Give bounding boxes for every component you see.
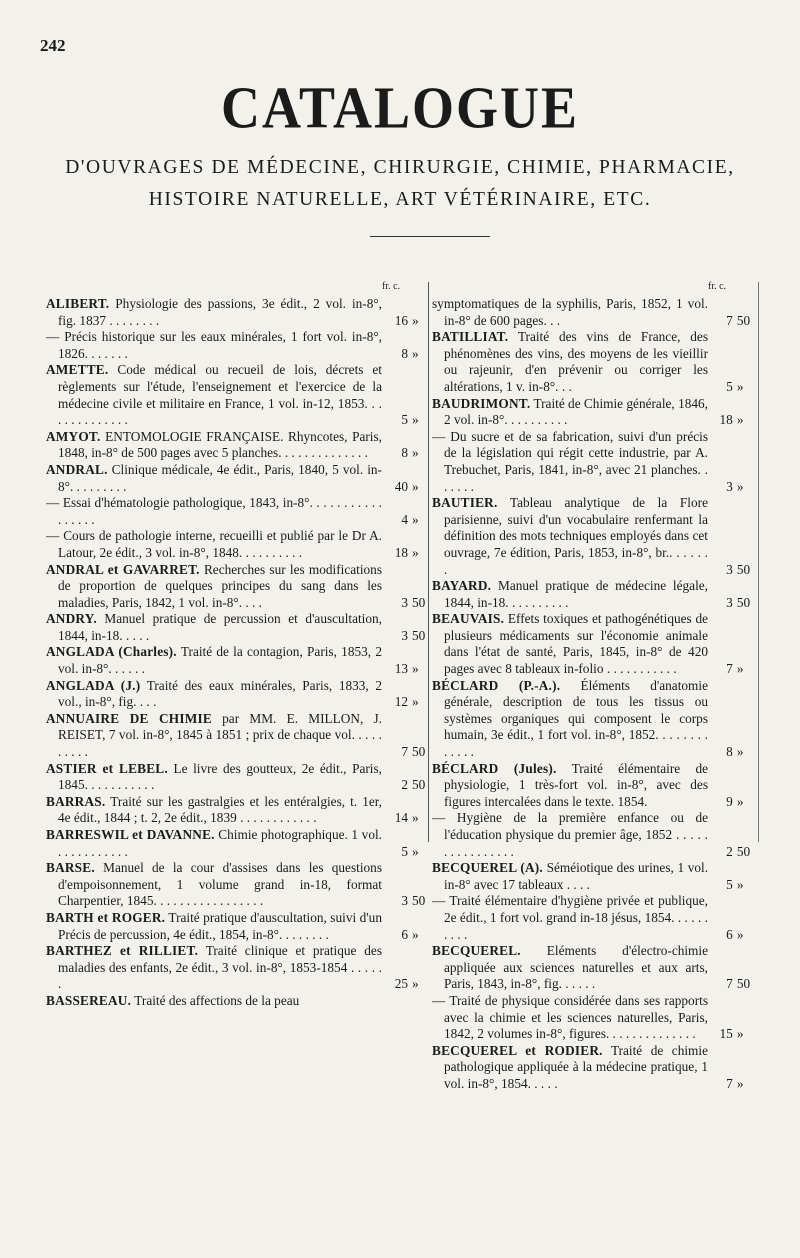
catalogue-entry xyxy=(432,860,754,893)
title-rule xyxy=(370,236,490,237)
price-francs: 7 xyxy=(726,1075,733,1091)
entry-text-block xyxy=(432,810,708,860)
entry-author: BATILLIAT. xyxy=(432,329,509,345)
catalogue-entry xyxy=(432,943,754,993)
entry-price xyxy=(382,445,430,462)
entry-price xyxy=(708,661,754,678)
entry-text-block xyxy=(46,711,382,761)
price-centimes: » xyxy=(412,412,419,428)
entry-text-block xyxy=(46,362,382,428)
right-price-rule xyxy=(758,282,759,842)
entry-author: AMETTE. xyxy=(46,362,109,378)
catalogue-entry xyxy=(46,860,430,910)
price-francs: 5 xyxy=(726,378,733,394)
entry-text-block xyxy=(46,562,382,612)
entry-description: Manuel de la cour d'assises dans les questions d'empoisonnement, 1 volume grand in-18, format Charpentier, 1845. . . . . . . . . . . . . . . . . xyxy=(58,860,382,909)
entry-description: Éléments d'anatomie générale, description de tous les tissus ou systèmes organiques qui composent le corps humain, 3e édit., 1 fort vol. in-8°, 1852. . . . . . . . . . . . . xyxy=(444,677,708,760)
catalogue-entry xyxy=(46,462,430,495)
catalogue-entry xyxy=(432,893,754,943)
price-centimes: 50 xyxy=(412,777,426,793)
entry-description: Traité pratique d'auscultation, suivi d'un Précis de percussion, 4e édit., 1854, in-8°. . . . . . . . xyxy=(58,909,382,942)
entry-price xyxy=(708,379,754,396)
entry-price xyxy=(382,545,430,562)
right-entry-list xyxy=(432,296,754,1093)
entry-price xyxy=(382,346,430,363)
price-francs: 3 xyxy=(401,893,408,909)
entry-text-block xyxy=(46,296,382,329)
entry-price xyxy=(382,893,430,910)
entry-text-block xyxy=(432,296,708,329)
entry-text-block xyxy=(432,1043,708,1093)
catalogue-entry xyxy=(432,429,754,495)
entry-price xyxy=(382,927,430,944)
entry-description: Traité élémentaire de physiologie, 1 très-fort vol. in-8°, avec des figures intercalées dans le texte. 1854. xyxy=(444,760,708,809)
entry-price xyxy=(708,976,754,993)
price-francs: 18 xyxy=(394,544,408,560)
price-francs: 3 xyxy=(726,594,733,610)
catalogue-entry xyxy=(432,329,754,395)
catalogue-title: CATALOGUE xyxy=(220,74,580,141)
entry-author: BECQUEREL (A). xyxy=(432,860,543,876)
entry-author: BARRAS. xyxy=(46,793,106,809)
price-centimes: 50 xyxy=(736,594,751,610)
catalogue-entry xyxy=(46,329,430,362)
price-centimes: 50 xyxy=(412,627,426,643)
entry-price xyxy=(382,661,430,678)
entry-text-block xyxy=(46,611,382,644)
entry-author: ANDRAL et GAVARRET. xyxy=(46,561,200,577)
price-centimes: » xyxy=(412,810,419,826)
entry-text-block xyxy=(432,943,708,993)
catalogue-entry xyxy=(432,495,754,578)
entry-price xyxy=(708,744,754,761)
entry-author: ASTIER et LEBEL. xyxy=(46,760,168,776)
price-francs: 5 xyxy=(401,843,408,859)
entry-text-block xyxy=(46,827,382,860)
entry-description: Traité des affections de la peau xyxy=(134,992,300,1008)
entry-price xyxy=(708,479,754,496)
catalogue-entry xyxy=(46,711,430,761)
price-francs: 16 xyxy=(394,312,408,328)
price-centimes: » xyxy=(412,445,419,461)
entry-author: ANDRY. xyxy=(46,611,97,627)
price-centimes: » xyxy=(412,511,419,527)
entry-description: — Traité de physique considérée dans ses rapports avec la chimie et les sciences naturelles, Paris, 1842, 2 volumes in-8°, figures. . . . . . . . . . . . . . xyxy=(432,992,708,1042)
price-francs: 14 xyxy=(394,810,408,826)
price-francs: 25 xyxy=(394,976,408,992)
price-francs: 8 xyxy=(401,445,408,461)
price-francs: 40 xyxy=(394,478,408,494)
entry-text-block xyxy=(46,528,382,561)
price-centimes: 50 xyxy=(736,976,751,992)
left-column xyxy=(46,282,430,1010)
price-centimes: » xyxy=(736,926,744,942)
entry-description: par MM. E. MILLON, J. REISET, 7 vol. in-8°, 1845 à 1851 ; prix de chaque vol. . . . . . . . . . xyxy=(58,710,382,760)
price-francs: 12 xyxy=(394,694,408,710)
catalogue-entry xyxy=(432,396,754,429)
price-centimes: » xyxy=(736,1075,744,1091)
column-divider xyxy=(428,282,429,842)
entry-price xyxy=(382,628,430,645)
entry-price xyxy=(382,479,430,496)
price-francs: 15 xyxy=(719,1026,733,1042)
entry-description: Manuel pratique de percussion et d'auscultation, 1844, in-18. . . . . xyxy=(58,611,382,643)
entry-text-block xyxy=(46,794,382,827)
catalogue-entry xyxy=(46,993,430,1010)
entry-description: Tableau analytique de la Flore parisienne, suivi d'un vocabulaire renfermant la définition des mots techniques employés dans cet ouvrage, 7e édition, Paris, 1853, in-8°, br.. . . . . . . xyxy=(444,495,708,577)
entry-description: Traité des vins de France, des phénomènes des vins, des moyens de les vieillir ou rajeunir, d'en prévenir ou corriger les altérations, 1 v. in-8°. . . xyxy=(444,329,708,394)
price-centimes: » xyxy=(736,744,744,760)
catalogue-entry xyxy=(432,678,754,761)
price-francs: 7 xyxy=(726,312,733,328)
catalogue-entry xyxy=(46,362,430,428)
entry-text-block xyxy=(432,429,708,495)
price-francs: 13 xyxy=(394,661,408,677)
entry-price xyxy=(708,927,754,944)
entry-text-block xyxy=(432,761,708,811)
entry-author: BASSEREAU. xyxy=(46,992,132,1008)
entry-text-block xyxy=(46,943,382,993)
entry-price xyxy=(382,694,430,711)
page-number: 242 xyxy=(40,36,66,55)
entry-price xyxy=(382,313,430,330)
price-francs: 3 xyxy=(726,561,733,577)
catalogue-entry xyxy=(46,429,430,462)
entry-text-block xyxy=(432,993,708,1043)
entry-text-block xyxy=(46,910,382,943)
catalogue-subtitle-line1: D'OUVRAGES DE MÉDECINE, CHIRURGIE, CHIMIE, PHARMACIE, xyxy=(65,157,735,178)
entry-price xyxy=(708,412,754,429)
entry-price xyxy=(382,595,430,612)
price-centimes: 50 xyxy=(412,594,426,610)
catalogue-entry xyxy=(46,761,430,794)
entry-description: Traité de chimie pathologique appliquée à la médecine pratique, 1 vol. in-8°, 1854. . . . . xyxy=(444,1042,708,1091)
entry-text-block xyxy=(432,396,708,429)
entry-description: — Traité élémentaire d'hygiène privée et publique, 2e édit., 1 fort vol. grand in-18 jésus, 1854. . . . . . . . . . xyxy=(432,893,708,942)
entry-price xyxy=(382,777,430,794)
price-centimes: 50 xyxy=(736,843,751,859)
price-francs: 5 xyxy=(726,876,733,892)
entry-description: Eléments d'électro-chimie appliquée aux sciences naturelles et aux arts, Paris, 1843, in-8°, fig. . . . . . xyxy=(444,943,708,992)
entry-author: BEAUVAIS. xyxy=(432,611,505,627)
entry-price xyxy=(708,562,754,579)
price-centimes: 50 xyxy=(412,893,426,909)
catalogue-entry xyxy=(432,761,754,811)
catalogue-entry xyxy=(432,611,754,677)
entry-text-block xyxy=(46,329,382,362)
entry-price xyxy=(382,744,430,761)
entry-author: ANNUAIRE DE CHIMIE xyxy=(46,710,212,726)
entry-author: BÉCLARD (P.-A.). xyxy=(432,677,561,693)
catalogue-entry xyxy=(46,678,430,711)
entry-text-block xyxy=(46,678,382,711)
entry-description: Traité de Chimie générale, 1846, 2 vol. in-8°. . . . . . . . . . xyxy=(444,395,708,428)
entry-description: Le livre des goutteux, 2e édit., Paris, 1845. . . . . . . . . . . xyxy=(58,760,382,793)
catalogue-entry xyxy=(46,562,430,612)
entry-author: ANGLADA (J.) xyxy=(46,677,141,693)
catalogue-entry xyxy=(46,827,430,860)
entry-description: — Cours de pathologie interne, recueilli et publié par le Dr A. Latour, 2e édit., 3 vol. in-8°, 1848. . . . . . . . . . xyxy=(46,528,382,560)
right-price-header: fr. c. xyxy=(708,281,727,292)
price-centimes: 50 xyxy=(736,561,751,577)
entry-description: Effets toxiques et pathogénétiques de plusieurs médicaments sur l'économie animale dans l'état de santé, Paris, 1845, in-8° de 420 pages avec 8 tableaux in-folio . . . . . . . . . . . xyxy=(444,611,708,677)
entry-text-block xyxy=(46,495,382,528)
price-francs: 5 xyxy=(401,412,408,428)
price-centimes: » xyxy=(736,478,744,494)
entry-author: BARTHEZ et RILLIET. xyxy=(46,943,199,959)
price-centimes: » xyxy=(412,843,419,859)
catalogue-entry xyxy=(432,810,754,860)
entry-price xyxy=(708,1076,754,1093)
price-centimes: » xyxy=(736,876,744,892)
entry-text-block xyxy=(46,462,382,495)
price-centimes: » xyxy=(412,926,419,942)
entry-author: BARTH et ROGER. xyxy=(46,909,166,925)
entry-text-block xyxy=(432,329,708,395)
entry-text-block xyxy=(432,860,708,893)
entry-description: — Hygiène de la première enfance ou de l'éducation physique du premier âge, 1852 . . . . . . . . . . . . . . . . xyxy=(432,810,708,859)
catalogue-entry xyxy=(432,993,754,1043)
entry-description: Code médical ou recueil de lois, décrets et règlements sur l'étude, l'enseignement et l'exercice de la médecine civile et militaire en France, 1 vol. in-12, 1853. . . . . . . . . . . . . . xyxy=(58,362,382,428)
entry-price xyxy=(708,844,754,861)
catalogue-entry xyxy=(46,644,430,677)
entry-text-block xyxy=(432,893,708,943)
price-centimes: 50 xyxy=(412,744,426,760)
entry-author: BARSE. xyxy=(46,860,95,876)
catalogue-entry xyxy=(46,943,430,993)
price-centimes: » xyxy=(736,412,744,428)
entry-author: BECQUEREL et RODIER. xyxy=(432,1042,603,1058)
catalogue-entry xyxy=(46,528,430,561)
price-francs: 3 xyxy=(401,627,408,643)
price-francs: 7 xyxy=(726,661,733,677)
right-column xyxy=(432,282,754,1093)
entry-description: Traité clinique et pratique des maladies des enfants, 2e édit., 3 vol. in-8°, 1853-1854 . . . . . . xyxy=(58,943,382,992)
entry-text-block xyxy=(432,495,708,578)
price-centimes: » xyxy=(412,976,419,992)
catalogue-entry xyxy=(432,1043,754,1093)
entry-author: ALIBERT. xyxy=(46,296,110,311)
entry-text-block xyxy=(432,611,708,677)
entry-author: ANDRAL. xyxy=(46,461,108,477)
entry-description: Physiologie des passions, 3e édit., 2 vol. in-8°, fig. 1837 . . . . . . . . xyxy=(58,296,382,328)
entry-description: Chimie photographique. 1 vol. . . . . . . . . . . . xyxy=(58,827,382,859)
entry-price xyxy=(708,313,754,330)
entry-text-block xyxy=(432,678,708,761)
catalogue-entry xyxy=(46,910,430,943)
price-francs: 7 xyxy=(401,744,408,760)
price-centimes: 50 xyxy=(736,312,751,328)
price-centimes: » xyxy=(736,661,744,677)
entry-author: BAUTIER. xyxy=(432,495,498,511)
catalogue-entry xyxy=(46,611,430,644)
entry-text-block xyxy=(46,761,382,794)
price-centimes: » xyxy=(412,345,419,361)
price-francs: 6 xyxy=(401,926,408,942)
entry-price xyxy=(382,412,430,429)
entry-text-block xyxy=(46,644,382,677)
price-francs: 6 xyxy=(726,926,733,942)
entry-price xyxy=(382,844,430,861)
entry-price xyxy=(708,1026,754,1043)
price-francs: 18 xyxy=(719,412,733,428)
catalogue-subtitle-line2: HISTOIRE NATURELLE, ART VÉTÉRINAIRE, ETC. xyxy=(148,189,652,210)
entry-text-block xyxy=(46,860,382,910)
entry-author: AMYOT. xyxy=(46,428,101,444)
catalogue-entry xyxy=(432,296,754,329)
entry-price xyxy=(382,512,430,529)
price-centimes: » xyxy=(412,694,419,710)
entry-description: Traité de la contagion, Paris, 1853, 2 vol. in-8°. . . . . . xyxy=(58,644,382,677)
entry-description: — Précis historique sur les eaux minérales, 1 fort vol. in-8°, 1826. . . . . . . xyxy=(46,329,382,361)
left-entry-list xyxy=(46,296,430,1010)
price-francs: 8 xyxy=(726,744,733,760)
entry-author: ANGLADA (Charles). xyxy=(46,644,177,660)
entry-description: — Du sucre et de sa fabrication, suivi d'un précis de la législation qui régit cette industrie, par A. Trebuchet, Paris, 1841, in-8°, avec 21 planches. . . . . . . xyxy=(432,428,708,494)
entry-text-block xyxy=(432,578,708,611)
price-francs: 9 xyxy=(726,793,733,809)
entry-price xyxy=(708,877,754,894)
catalogue-entry xyxy=(46,296,430,329)
entry-description: symptomatiques de la syphilis, Paris, 1852, 1 vol. in-8° de 600 pages. . . xyxy=(432,296,708,328)
price-centimes: » xyxy=(412,478,419,494)
entry-description: Séméiotique des urines, 1 vol. in-8° avec 17 tableaux . . . . xyxy=(444,860,708,892)
entry-description: Recherches sur les modifications de proportion de quelques principes du sang dans les maladies, Paris, 1842, 1 vol. in-8°. . . . xyxy=(58,561,382,610)
entry-text-block xyxy=(46,993,382,1010)
entry-description: Clinique médicale, 4e édit., Paris, 1840, 5 vol. in-8°. . . . . . . . . xyxy=(58,461,382,494)
entry-text-block xyxy=(46,429,382,462)
entry-author: BAUDRIMONT. xyxy=(432,395,531,411)
entry-description: Manuel pratique de médecine légale, 1844, in-18. . . . . . . . . . xyxy=(444,578,708,610)
price-centimes: » xyxy=(412,661,419,677)
entry-author: BÉCLARD (Jules). xyxy=(432,760,557,776)
entry-author: BARRESWIL et DAVANNE. xyxy=(46,827,215,842)
entry-author: BAYARD. xyxy=(432,578,492,594)
entry-description: Traité des eaux minérales, Paris, 1833, 2 vol., in-8°, fig. . . . xyxy=(58,677,382,710)
price-centimes: » xyxy=(736,793,744,809)
entry-author: BECQUEREL. xyxy=(432,943,521,959)
price-francs: 2 xyxy=(726,843,733,859)
price-francs: 7 xyxy=(726,976,733,992)
price-francs: 4 xyxy=(401,511,408,527)
price-francs: 2 xyxy=(401,777,408,793)
price-francs: 3 xyxy=(726,478,733,494)
price-francs: 8 xyxy=(401,345,408,361)
entry-description: — Essai d'hématologie pathologique, 1843, in-8°. . . . . . . . . . . . . . . . . xyxy=(46,495,382,527)
price-centimes: » xyxy=(412,544,419,560)
catalogue-entry xyxy=(46,794,430,827)
entry-price xyxy=(708,595,754,612)
entry-price xyxy=(382,976,430,993)
price-centimes: » xyxy=(736,378,744,394)
entry-description: Traité sur les gastralgies et les entéralgies, t. 1er, 4e édit., 1844 ; t. 2, 2e édit., 1839 . . . . . . . . . . . . xyxy=(58,793,382,826)
entry-description: ENTOMOLOGIE FRANÇAISE. Rhyncotes, Paris, 1848, in-8° de 500 pages avec 5 planches. . . . . . . . . . . . . . xyxy=(58,428,382,461)
entry-price xyxy=(382,810,430,827)
catalogue-entry xyxy=(46,495,430,528)
entry-price xyxy=(708,794,754,811)
price-francs: 3 xyxy=(401,594,408,610)
price-centimes: » xyxy=(412,312,419,328)
catalogue-entry xyxy=(432,578,754,611)
price-centimes: » xyxy=(736,1026,744,1042)
left-price-header: fr. c. xyxy=(382,281,401,292)
